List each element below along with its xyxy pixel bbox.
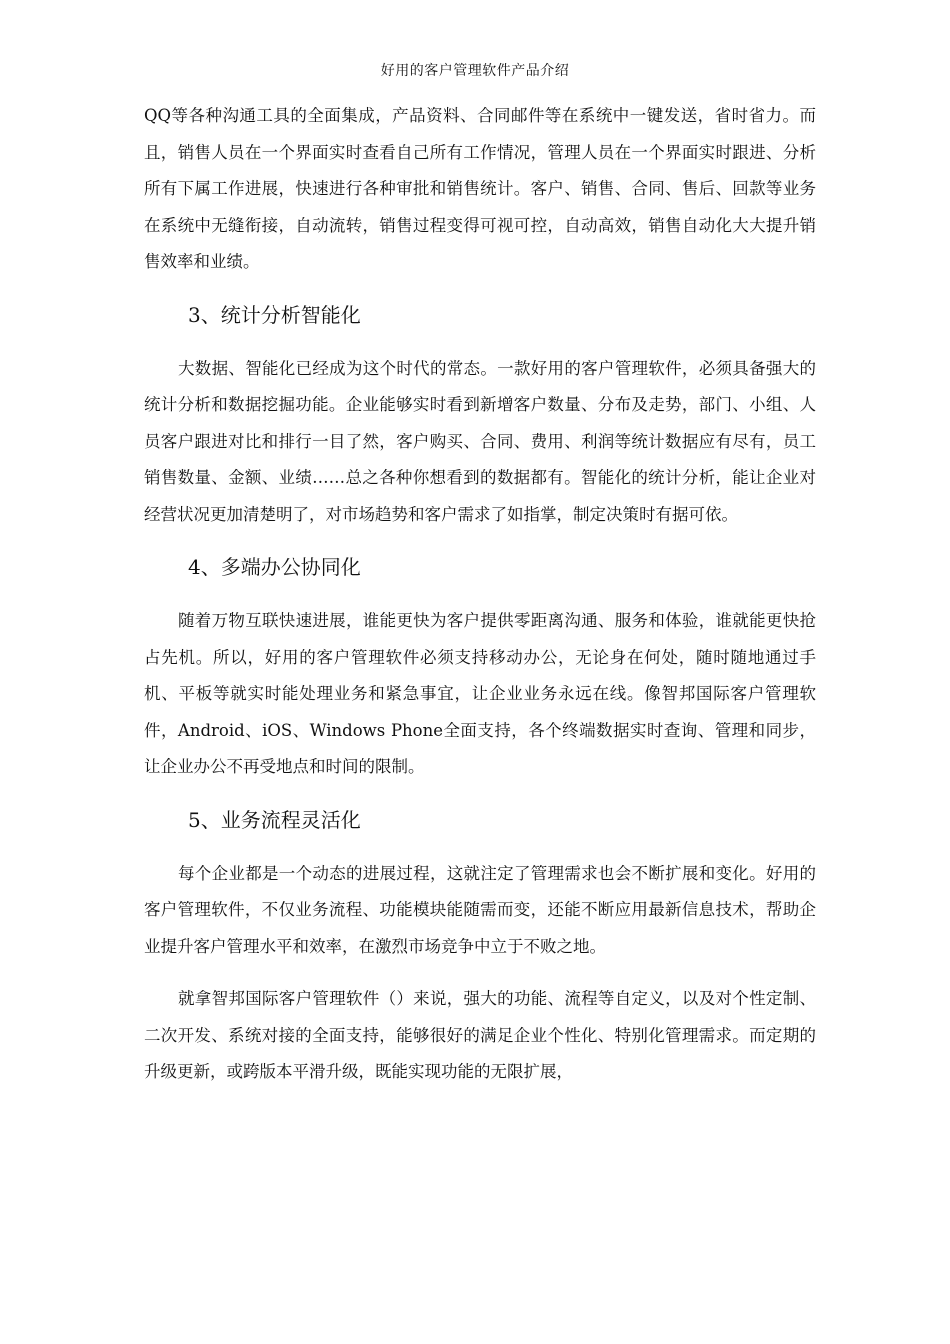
section-heading-4: 4、多端办公协同化 <box>188 555 361 579</box>
section-5-paragraph-1: 每个企业都是一个动态的进展过程，这就注定了管理需求也会不断扩展和变化。好用的客户管理软件，不仅业务流程、功能模块能随需而变，还能不断应用最新信息技术，帮助企业提升客户管理水平和效率，在激烈市场竞争中立于不败之地。 <box>144 863 816 956</box>
running-header: 好用的客户管理软件产品介绍 <box>380 63 570 79</box>
document-body <box>144 98 816 1107</box>
section-5-paragraph-2: 就拿智邦国际客户管理软件（）来说，强大的功能、流程等自定义，以及对个性定制、二次开发、系统对接的全面支持，能够很好的满足企业个性化、特别化管理需求。而定期的升级更新，或跨版本平滑升级，既能实现功能的无限扩展， <box>144 989 816 1081</box>
section-3-paragraph: 大数据、智能化已经成为这个时代的常态。一款好用的客户管理软件，必须具备强大的统计分析和数据挖掘功能。企业能够实时看到新增客户数量、分布及走势，部门、小组、人员客户跟进对比和排行一目了然，客户购买、合同、费用、利润等统计数据应有尽有，员工销售数量、金额、业绩……总之各种你想看到的数据都有。智能化的统计分析，能让企业对经营状况更加清楚明了，对市场趋势和客户需求了如指掌，制定决策时有据可依。 <box>144 358 816 524</box>
intro-paragraph: QQ等各种沟通工具的全面集成，产品资料、合同邮件等在系统中一键发送，省时省力。而且，销售人员在一个界面实时查看自己所有工作情况，管理人员在一个界面实时跟进、分析所有下属工作进展，快速进行各种审批和销售统计。客户、销售、合同、售后、回款等业务在系统中无缝衔接，自动流转，销售过程变得可视可控，自动高效，销售自动化大大提升销售效率和业绩。 <box>144 106 816 271</box>
section-heading-3: 3、统计分析智能化 <box>188 302 361 327</box>
section-4-paragraph: 随着万物互联快速进展，谁能更快为客户提供零距离沟通、服务和体验，谁就能更快抢占先机。所以，好用的客户管理软件必须支持移动办公，无论身在何处，随时随地通过手机、平板等就实时能处理业务和紧急事宜，让企业业务永远在线。像智邦国际客户管理软件，Android、iOS、Windows Phone全面支持，各个终端数据实时查询、管理和同步，让企业办公不再受地点和时间的限制。 <box>144 611 816 776</box>
section-heading-5: 5、业务流程灵活化 <box>188 807 361 832</box>
